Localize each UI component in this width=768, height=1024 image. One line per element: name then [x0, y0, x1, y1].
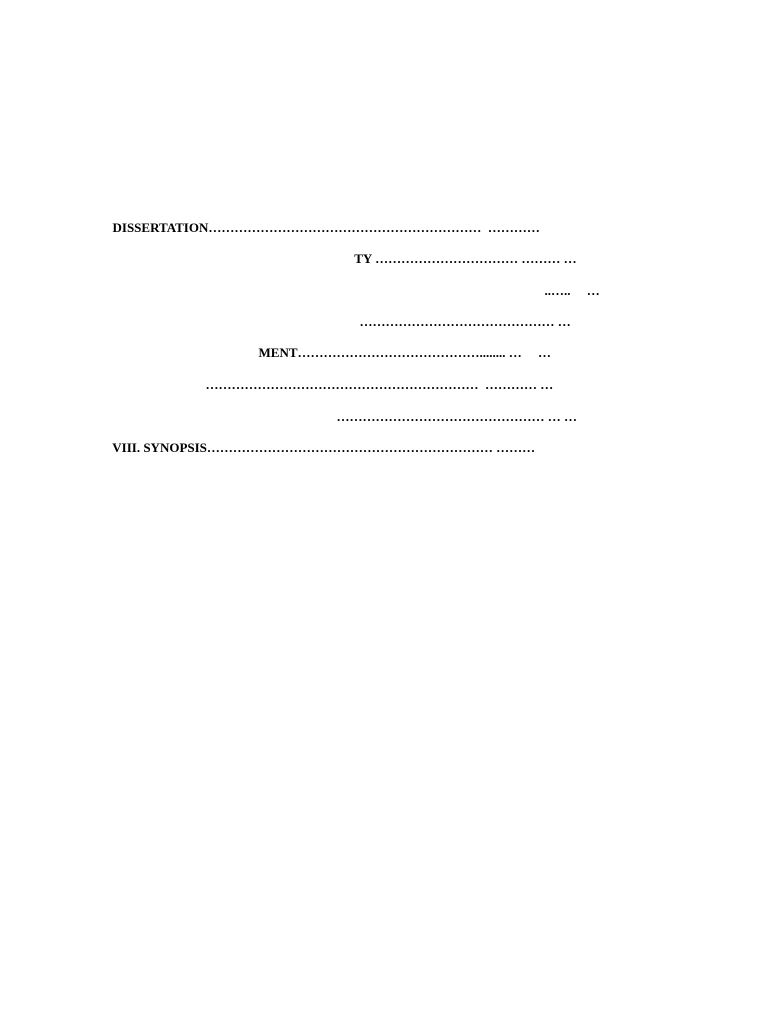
toc-entry-label: DISSERTATION — [112, 220, 209, 235]
toc-entry-label: VIII. SYNOPSIS — [112, 440, 207, 455]
toc-dot-leader: ..….. … — [544, 283, 600, 298]
toc-dot-leader: ………………………………………… … … — [336, 409, 577, 424]
toc-dot-leader: ………………………………………………………… ……… — [206, 440, 536, 455]
toc-entry-label: TY — [354, 251, 376, 266]
toc-dot-leader: ……………………………………........ … … — [297, 345, 551, 360]
toc-dot-leader: ……………………………………………………… ………… … — [205, 377, 554, 392]
toc-dot-leader: ……………………………………………………… ………… — [208, 220, 540, 235]
toc-dot-leader: ……………………………………… … — [359, 314, 571, 329]
toc-line-synopsis — [93, 424, 535, 472]
toc-entry-label: MENT — [258, 345, 298, 360]
toc-dot-leader: …………………………… ……… … — [375, 251, 577, 266]
